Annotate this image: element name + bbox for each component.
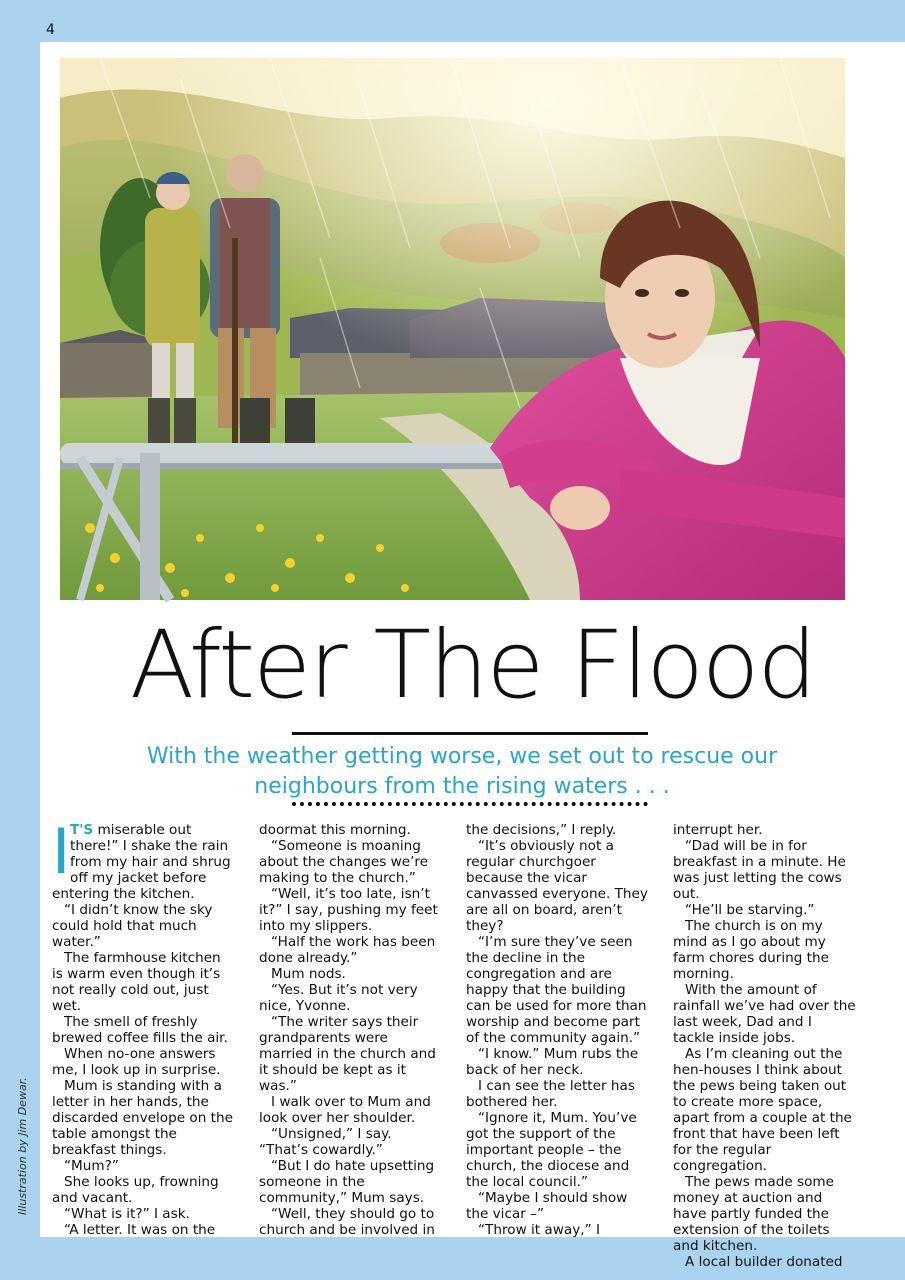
- paragraph: As I’m cleaning out the hen-houses I think about the pews being taken out to create more space, apart from a couple at the front that have been left for the regular congregation.: [673, 1046, 852, 1174]
- page-number: 4: [46, 22, 55, 38]
- story-columns: [52, 815, 856, 1270]
- paragraph: I can see the letter has bothered her.: [466, 1078, 635, 1110]
- paragraph: Mum is standing with a letter in her hands, the discarded envelope on the table amongst the breakfast things.: [52, 1078, 233, 1158]
- paragraph: “But I do hate upsetting someone in the community,” Mum says.: [259, 1158, 435, 1206]
- paragraph: Mum nods.: [271, 966, 346, 982]
- paragraph: “Someone is moaning about the changes we’re making to the church.”: [259, 838, 429, 886]
- illustration-credit: Illustration by Jim Dewar.: [16, 1077, 29, 1215]
- paragraph: She looks up, frowning and vacant.: [52, 1174, 219, 1206]
- lead-word: T'S: [70, 822, 94, 838]
- story-column-1: [52, 815, 235, 1238]
- story-column-2: [259, 822, 442, 1238]
- paragraph: “Dad will be in for breakfast in a minute. He was just letting the cows out.: [673, 838, 846, 902]
- paragraph: “Well, they should go to church and be involved in: [259, 1206, 435, 1238]
- paragraph: “Ignore it, Mum. You’ve got the support of the important people – the church, the diocese and the local council.”: [466, 1110, 637, 1190]
- paragraph: The church is on my mind as I go about my farm chores during the morning.: [673, 918, 829, 982]
- paragraph: The smell of freshly brewed coffee fills the air.: [52, 1014, 228, 1046]
- paragraph: “A letter. It was on the: [64, 1222, 216, 1238]
- paragraph: I walk over to Mum and look over her shoulder.: [259, 1094, 431, 1126]
- paragraph: “Yes. But it’s not very nice, Yvonne.: [259, 982, 418, 1014]
- story-illustration: [60, 58, 845, 600]
- opening-paragraph: [52, 815, 235, 902]
- paragraph: “The writer says their grandparents were married in the church and it should be kept as it was.”: [259, 1014, 436, 1094]
- paragraph: “Throw it away,” I: [478, 1222, 600, 1238]
- paragraph: “What is it?” I ask.: [64, 1206, 190, 1222]
- paragraph-continued: the decisions,” I reply.: [466, 822, 617, 838]
- paragraph: A local builder donated: [685, 1254, 843, 1270]
- paragraph: “Half the work has been done already.”: [259, 934, 436, 966]
- dotted-divider: [292, 802, 648, 806]
- paragraph-continued: interrupt her.: [673, 822, 763, 838]
- paragraph: “It’s obviously not a regular churchgoer because the vicar canvassed everyone. They are all on board, aren’t they?: [466, 838, 648, 934]
- drop-cap: I: [52, 815, 71, 888]
- paragraph: “Maybe I should show the vicar –”: [466, 1190, 628, 1222]
- paragraph-continued: doormat this morning.: [259, 822, 411, 838]
- paragraph: “I didn’t know the sky could hold that much water.”: [52, 902, 213, 950]
- title-underline: [292, 732, 648, 735]
- paragraph: “Unsigned,” I say. “That’s cowardly.”: [259, 1126, 392, 1158]
- story-title: After The Flood: [129, 611, 816, 720]
- opening-text: miserable out there!” I shake the rain from my hair and shrug off my jacket before entering the kitchen.: [52, 822, 231, 902]
- paragraph: “He’ll be starving.”: [685, 902, 815, 918]
- paragraph: The pews made some money at auction and have partly funded the extension of the toilets and kitchen.: [673, 1174, 835, 1254]
- story-subtitle: With the weather getting worse, we set out to rescue our neighbours from the rising waters . . .: [146, 744, 778, 799]
- paragraph: When no-one answers me, I look up in surprise.: [52, 1046, 221, 1078]
- paragraph: With the amount of rainfall we’ve had over the last week, Dad and I tackle inside jobs.: [673, 982, 856, 1046]
- paragraph: “Mum?”: [64, 1158, 119, 1174]
- paragraph: “Well, it’s too late, isn’t it?” I say, pushing my feet into my slippers.: [259, 886, 438, 934]
- story-column-4: [673, 822, 856, 1270]
- paragraph: The farmhouse kitchen is warm even though it’s not really cold out, just wet.: [52, 950, 221, 1014]
- paragraph: “I’m sure they’ve seen the decline in the congregation and are happy that the building can be used for more than worship and become part of the community again.”: [466, 934, 647, 1046]
- story-column-3: [466, 822, 649, 1238]
- paragraph: “I know.” Mum rubs the back of her neck.: [466, 1046, 639, 1078]
